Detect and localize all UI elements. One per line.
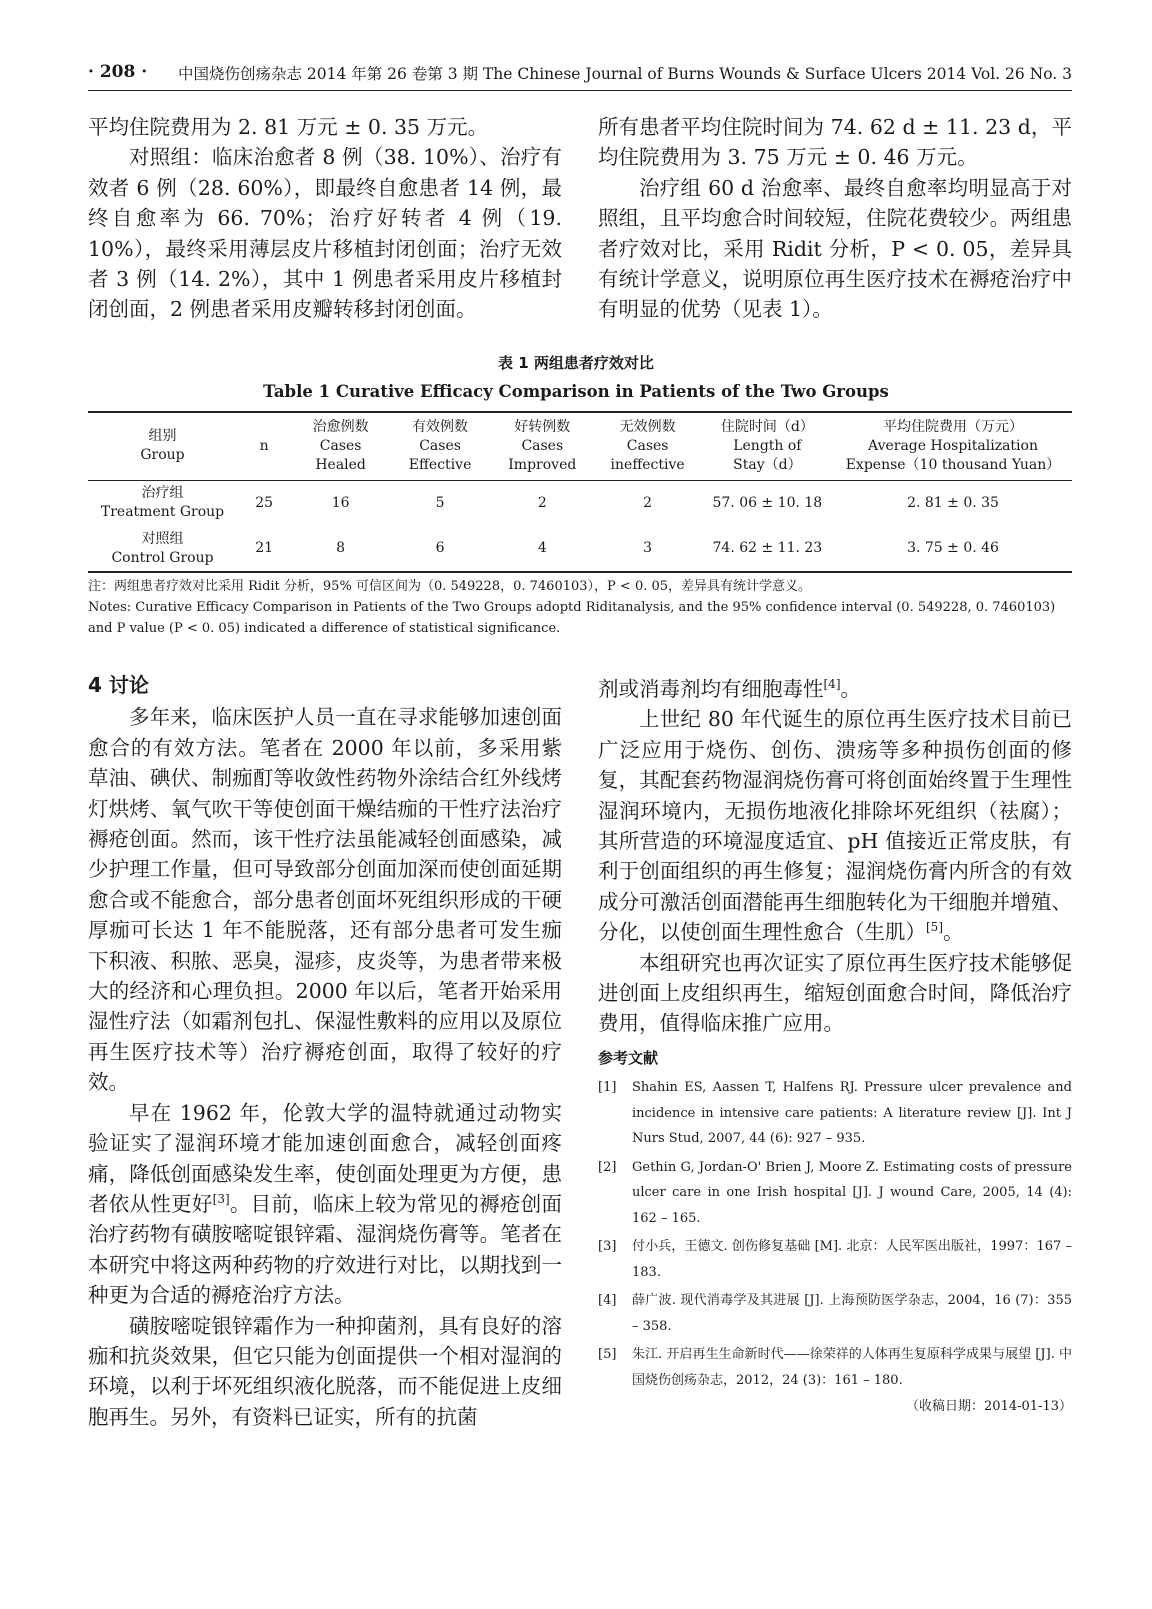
- table-note: [88, 576, 1072, 639]
- paragraph: 剂或消毒剂均有细胞毒性[4]。: [598, 677, 861, 701]
- group-cell: 治疗组 Treatment Group: [100, 485, 225, 521]
- table-title-en: Table 1 Curative Efficacy Comparison in Patients of the Two Groups: [263, 382, 889, 401]
- citation: [4]: [823, 677, 841, 692]
- header-cell: 住院时间（d） Length of Stay（d）: [720, 418, 814, 473]
- n-cell: 25: [255, 494, 274, 511]
- ineffective-cell: 2: [643, 494, 653, 511]
- reference-list: [598, 1075, 1072, 1393]
- reference-item: [1] Shahin ES, Aassen T, Halfens RJ. Pressure ulcer prevalence and incidence in intensive care patients: A literature review [J]. Int J Nurs Stud, 2007, 44 (6): 927 – 935.: [598, 1080, 1072, 1147]
- paragraph: 治疗组 60 d 治愈率、最终自愈率均明显高于对照组，且平均愈合时间较短，住院花费较少。两组患者疗效对比，采用 Ridit 分析，P < 0. 05，差异具有统计学意义，说明原位再生医疗技术在褥疮治疗中有明显的优势（见表 1）。: [598, 175, 1072, 322]
- table-row: [88, 480, 1072, 526]
- received-date: （收稿日期：2014-01-13）: [906, 1399, 1072, 1415]
- paragraph: 早在 1962 年，伦敦大学的温特就通过动物实验证实了湿润环境才能加速创面愈合，减轻创面疼痛，降低创面感染发生率，使创面处理更为方便，患者依从性更好[3]。目前，临床上较为常见的褥疮创面治疗药物有磺胺嘧啶银锌霜、湿润烧伤膏等。笔者在本研究中将这两种药物的疗效进行对比，以期找到一种更为合适的褥疮治疗方法。: [88, 1100, 563, 1308]
- effective-cell: 5: [435, 494, 445, 511]
- right-column-discussion: [598, 674, 1072, 1418]
- group-cell: 对照组 Control Group: [111, 530, 214, 566]
- expense-cell: 3. 75 ± 0. 46: [907, 540, 999, 556]
- table-header-row: [88, 412, 1072, 480]
- journal-running-title: 中国烧伤创疡杂志 2014 年第 26 卷第 3 期 The Chinese Journal of Burns Wounds & Surface Ulcers 2014 Vol. 26 No. 3: [177, 65, 1072, 83]
- paragraph: 平均住院费用为 2. 81 万元 ± 0. 35 万元。: [88, 115, 489, 139]
- left-column-top: [88, 112, 562, 325]
- running-header: [88, 62, 1072, 91]
- paragraph: 磺胺嘧啶银锌霜作为一种抑菌剂，具有良好的溶痂和抗炎效果，但它只能为创面提供一个相对湿润的环境，以利于坏死组织液化脱落，而不能促进上皮细胞再生。另外，有资料已证实，所有的抗菌: [88, 1313, 562, 1429]
- efficacy-table: [88, 411, 1072, 573]
- header-cell: n: [259, 437, 269, 454]
- healed-cell: 8: [336, 540, 346, 556]
- header-cell: 有效例数 Cases Effective: [408, 418, 472, 473]
- header-cell: 无效例数 Cases ineffective: [610, 418, 685, 473]
- healed-cell: 16: [331, 494, 350, 511]
- paragraph: 对照组：临床治愈者 8 例（38. 10%）、治疗有效者 6 例（28. 60%），即最终自愈患者 14 例，最终自愈率为 66. 70%；治疗好转者 4 例（19. 10%），最终采用薄层皮片移植封闭创面；治疗无效者 3 例（14. 2%），其中 1 例患者采用皮片移植封闭创面，2 例患者采用皮瓣转移封闭创面。: [88, 145, 562, 322]
- n-cell: 21: [255, 540, 274, 556]
- improved-cell: 4: [537, 540, 547, 556]
- section-heading: 4 讨论: [88, 673, 149, 697]
- effective-cell: 6: [435, 540, 445, 556]
- header-cell: 平均住院费用（万元） Average Hospitalization Expense（10 thousand Yuan）: [845, 418, 1061, 473]
- table-note-en: Notes: Curative Efficacy Comparison in Patients of the Two Groups adoptd Riditanalysis, and the 95% confidence interval (0. 549228, 0. 7460103) and P value (P < 0. 05) indicated a difference of statistical significance.: [88, 600, 1056, 636]
- improved-cell: 2: [537, 494, 547, 511]
- page-number: · 208 ·: [88, 62, 148, 82]
- references-heading: 参考文献: [598, 1048, 659, 1067]
- paragraph: 本组研究也再次证实了原位再生医疗技术能够促进创面上皮组织再生，缩短创面愈合时间，降低治疗费用，值得临床推广应用。: [598, 950, 1072, 1036]
- left-column-discussion: [88, 670, 562, 1432]
- reference-item: [5] 朱江. 开启再生生命新时代——徐荣祥的人体再生复原科学成果与展望 [J]. 中国烧伤创疡杂志，2012，24 (3)：161 – 180.: [598, 1347, 1072, 1388]
- stay-cell: 74. 62 ± 11. 23: [712, 540, 823, 556]
- reference-item: [3] 付小兵，王德文. 创伤修复基础 [M]. 北京：人民军医出版社，1997：167 – 183.: [598, 1239, 1072, 1280]
- citation: [3]: [212, 1192, 230, 1207]
- header-cell: 治愈例数 Cases Healed: [312, 418, 369, 473]
- ineffective-cell: 3: [643, 540, 653, 556]
- paragraph: 多年来，临床医护人员一直在寻求能够加速创面愈合的有效方法。笔者在 2000 年以前，多采用紫草油、碘伏、制痂酊等收敛性药物外涂结合红外线烤灯烘烤、氧气吹干等使创面干燥结痂的干性疗法治疗褥疮创面。然而，该干性疗法虽能减轻创面感染，减少护理工作量，但可导致部分创面加深而使创面延期愈合或不能愈合，部分患者创面坏死组织形成的干硬厚痂可长达 1 年不能脱落，还有部分患者可发生痂下积液、积脓、恶臭，湿疹，皮炎等，为患者带来极大的经济和心理负担。2000 年以后，笔者开始采用湿性疗法（如霜剂包扎、保湿性敷料的应用以及原位再生医疗技术等）治疗褥疮创面，取得了较好的疗效。: [88, 705, 562, 1095]
- table-title-cn: 表 1 两组患者疗效对比: [498, 354, 654, 372]
- reference-item: [4] 薛广波. 现代消毒学及其进展 [J]. 上海预防医学杂志，2004，16 (7)：355 – 358.: [598, 1293, 1072, 1334]
- expense-cell: 2. 81 ± 0. 35: [907, 494, 999, 511]
- header-cell: 好转例数 Cases Improved: [508, 418, 577, 473]
- paragraph: 上世纪 80 年代诞生的原位再生医疗技术目前已广泛应用于烧伤、创伤、溃疡等多种损伤创面的修复，其配套药物湿润烧伤膏可将创面始终置于生理性湿润环境内，无损伤地液化排除坏死组织（祛腐）；其所营造的环境湿度适宜、pH 值接近正常皮肤，有利于创面组织的再生修复；湿润烧伤膏内所含的有效成分可激活创面潜能再生细胞转化为干细胞并增殖、分化，以使创面生理性愈合（生肌）[5]。: [598, 707, 1072, 945]
- stay-cell: 57. 06 ± 10. 18: [712, 494, 823, 511]
- table-row: [88, 526, 1072, 572]
- paragraph: 所有患者平均住院时间为 74. 62 d ± 11. 23 d，平均住院费用为 3. 75 万元 ± 0. 46 万元。: [598, 115, 1072, 170]
- right-column-top: [598, 112, 1072, 325]
- header-cell: 组别 Group: [140, 428, 185, 464]
- reference-item: [2] Gethin G, Jordan-O' Brien J, Moore Z. Estimating costs of pressure ulcer care in one Irish hospital [J]. J wound Care, 2005, 14 (4): 162 – 165.: [598, 1159, 1072, 1226]
- citation: [5]: [926, 920, 943, 935]
- table-note-cn: 注：两组患者疗效对比采用 Ridit 分析，95% 可信区间为（0. 549228，0. 7460103），P < 0. 05，差异具有统计学意义。: [88, 579, 812, 594]
